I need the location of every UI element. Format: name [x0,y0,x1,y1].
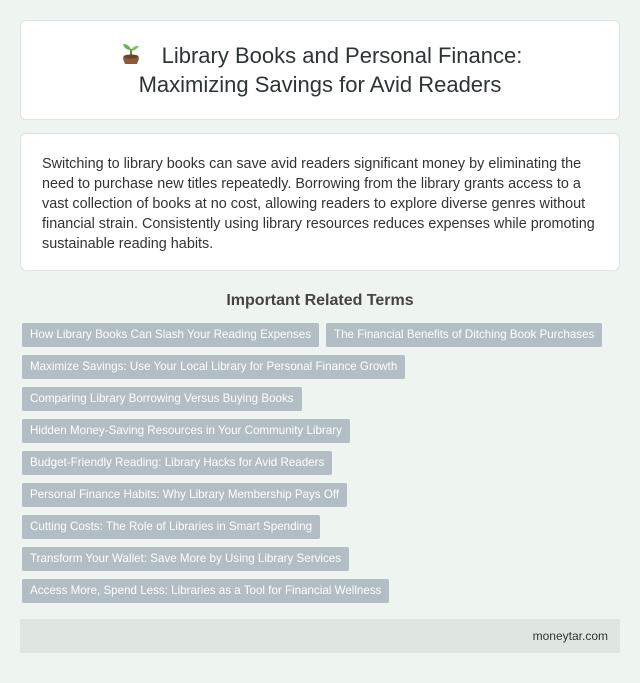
tag-row [22,451,622,475]
tag-row [22,323,622,347]
related-term-tag[interactable]: Hidden Money-Saving Resources in Your Community Library [22,419,350,443]
footer [20,619,620,653]
tag-row [22,579,622,603]
page-title-text: Library Books and Personal Finance: Maximizing Savings for Avid Readers [138,43,523,97]
page-title [60,41,580,99]
related-term-tag[interactable]: Access More, Spend Less: Libraries as a Tool for Financial Wellness [22,579,389,603]
sprout-icon [118,42,144,66]
related-term-tag[interactable]: Budget-Friendly Reading: Library Hacks for Avid Readers [22,451,332,475]
footer-site-link[interactable]: moneytar.com [532,629,608,643]
related-term-tag[interactable]: Transform Your Wallet: Save More by Using Library Services [22,547,349,571]
summary-paragraph: Switching to library books can save avid readers significant money by eliminating the need to purchase new titles repeatedly. Borrowing from the library grants access to a vast collection of books at no cost, allowing readers to explore diverse genres without financial strain. Consistently using library resources reduces expenses while promoting sustainable reading habits. [42,156,595,252]
tag-row [22,547,622,571]
related-term-tag[interactable]: Comparing Library Borrowing Versus Buying Books [22,387,302,411]
header-card [20,20,620,120]
related-terms-heading: Important Related Terms [226,292,414,309]
related-term-tag[interactable]: The Financial Benefits of Ditching Book Purchases [326,323,602,347]
tag-row [22,483,622,507]
tag-row [22,419,622,443]
tag-row [22,387,622,411]
related-terms-list [22,323,622,611]
related-term-tag[interactable]: Maximize Savings: Use Your Local Library for Personal Finance Growth [22,355,405,379]
tag-row [22,355,622,379]
related-term-tag[interactable]: How Library Books Can Slash Your Reading Expenses [22,323,319,347]
summary-card [20,133,620,271]
tag-row [22,515,622,539]
related-term-tag[interactable]: Personal Finance Habits: Why Library Membership Pays Off [22,483,347,507]
related-term-tag[interactable]: Cutting Costs: The Role of Libraries in Smart Spending [22,515,320,539]
